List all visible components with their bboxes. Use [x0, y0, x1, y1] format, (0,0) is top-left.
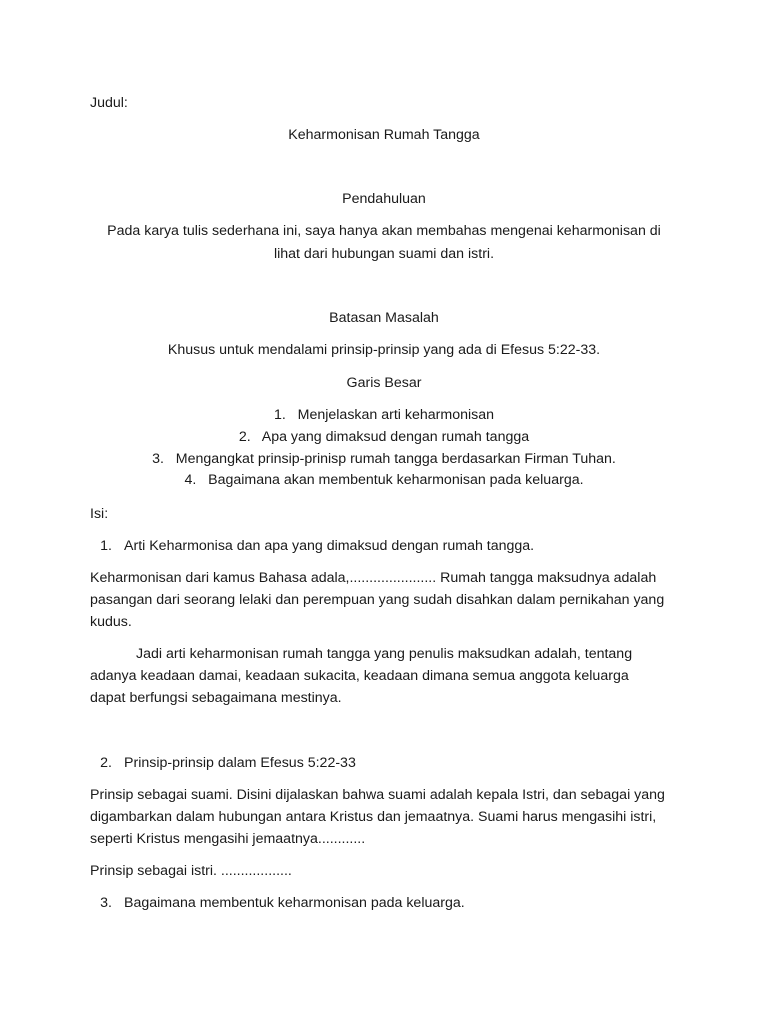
garis-besar-heading: Garis Besar: [346, 375, 422, 391]
list-number: 1.: [100, 538, 112, 554]
list-item-text: Menjelaskan arti keharmonisan: [297, 407, 495, 423]
paragraph-line: digambarkan dalam hubungan antara Kristus dan jemaatnya. Suami harus mengasihi istri,: [90, 809, 657, 825]
section-2-paragraph-1: [90, 784, 690, 850]
paragraph-line: kudus.: [90, 614, 132, 630]
section-1-heading: [90, 535, 710, 557]
garis-besar-item-2: [0, 426, 768, 448]
garis-besar-item-4: [0, 469, 768, 491]
pendahuluan-heading: Pendahuluan: [342, 191, 426, 207]
list-number: 4.: [184, 472, 197, 488]
section-2-paragraph-2: Prinsip sebagai istri. ..................: [90, 863, 292, 879]
garis-besar-item-1: [0, 404, 768, 426]
paragraph-line: pasangan dari seorang lelaki dan perempuan yang sudah disahkan dalam pernikahan yang: [90, 592, 665, 608]
list-item-text: Apa yang dimaksud dengan rumah tangga: [261, 429, 530, 445]
pendahuluan-line-2: lihat dari hubungan suami dan istri.: [273, 246, 495, 262]
paragraph-line: dapat berfungsi sebagaimana mestinya.: [90, 690, 342, 706]
section-2-heading: [90, 752, 710, 774]
list-number: 2.: [238, 429, 251, 445]
judul-label: Judul:: [90, 95, 128, 111]
batasan-text: Khusus untuk mendalami prinsip-prinsip yang ada di Efesus 5:22-33.: [167, 342, 601, 358]
paragraph-line: Prinsip sebagai suami. Disini dijalaskan bahwa suami adalah kepala Istri, dan sebagai yang: [90, 787, 665, 803]
list-number: 3.: [100, 895, 112, 911]
list-item-text: Bagaimana akan membentuk keharmonisan pada keluarga.: [208, 472, 584, 488]
section-1-paragraph-2: [90, 643, 690, 709]
list-item-text: Arti Keharmonisa dan apa yang dimaksud dengan rumah tangga.: [124, 538, 535, 554]
paragraph-line: Keharmonisan dari kamus Bahasa adala,...................... Rumah tangga maksudnya adalah: [90, 570, 657, 586]
document-title: Keharmonisan Rumah Tangga: [288, 127, 480, 143]
batasan-heading: Batasan Masalah: [329, 310, 439, 326]
list-item-text: Mengangkat prinsip-prinisp rumah tangga berdasarkan Firman Tuhan.: [175, 451, 616, 467]
pendahuluan-line-1: Pada karya tulis sederhana ini, saya hanya akan membahas mengenai keharmonisan di: [107, 223, 661, 239]
section-3-heading: [90, 892, 710, 914]
section-1-paragraph-1: [90, 567, 690, 633]
paragraph-line: Jadi arti keharmonisan rumah tangga yang penulis maksudkan adalah, tentang: [136, 646, 633, 662]
list-item-text: Bagaimana membentuk keharmonisan pada keluarga.: [124, 895, 465, 911]
garis-besar-item-3: [0, 448, 768, 470]
list-number: 1.: [273, 407, 286, 423]
paragraph-line: seperti Kristus mengasihi jemaatnya............: [90, 831, 366, 847]
list-item-text: Prinsip-prinsip dalam Efesus 5:22-33: [124, 755, 356, 771]
isi-label: Isi:: [90, 506, 109, 522]
list-number: 3.: [152, 451, 164, 467]
paragraph-line: adanya keadaan damai, keadaan sukacita, keadaan dimana semua anggota keluarga: [90, 668, 629, 684]
list-number: 2.: [100, 755, 112, 771]
